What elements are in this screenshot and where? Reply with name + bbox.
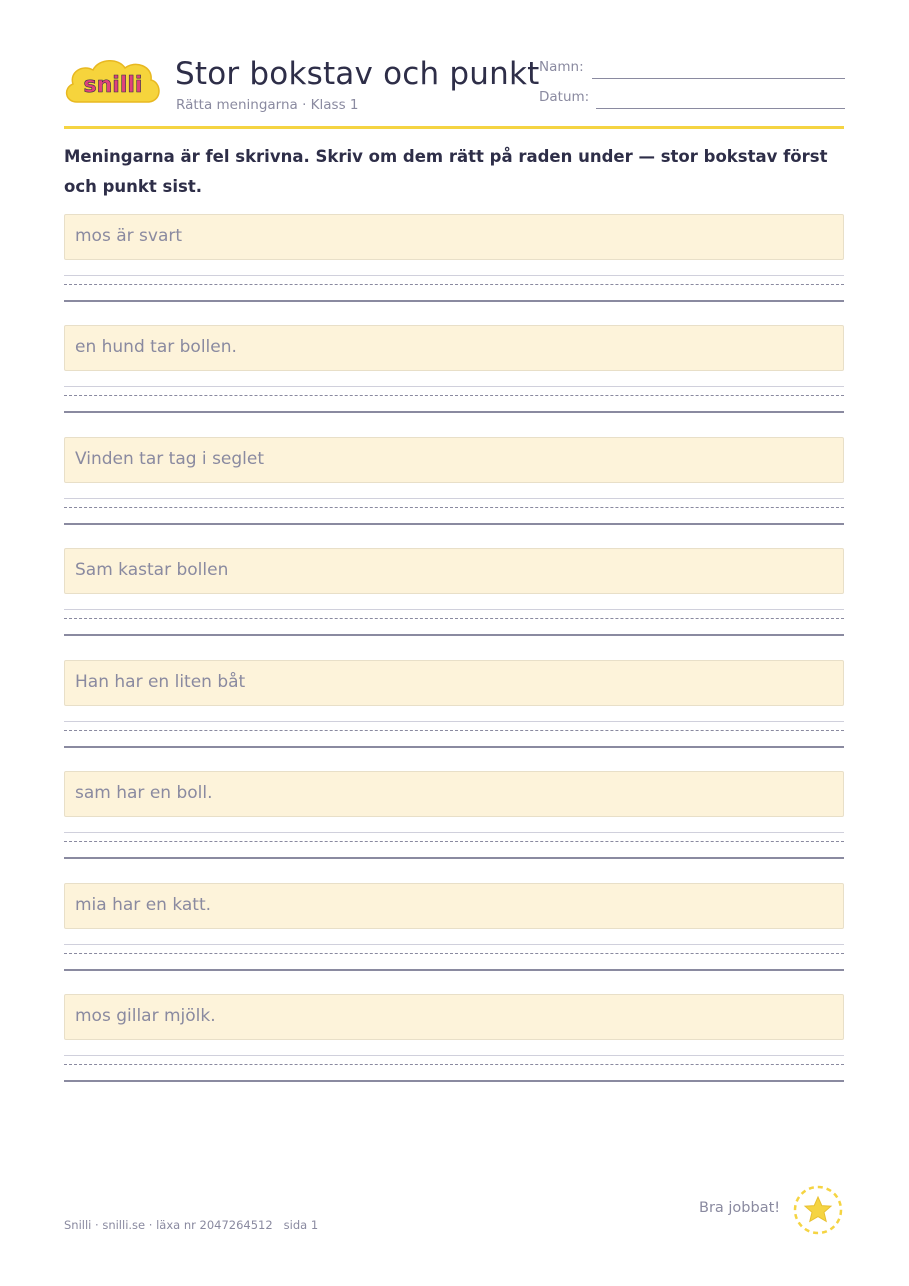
page-subtitle: Rätta meningarna · Klass 1 xyxy=(176,97,359,113)
logo-wordmark: snilli xyxy=(83,73,143,98)
writing-baseline[interactable] xyxy=(64,300,844,302)
exercise-item xyxy=(64,883,844,973)
exercise-item xyxy=(64,548,844,638)
writing-baseline[interactable] xyxy=(64,857,844,859)
writing-guide-mid[interactable] xyxy=(64,507,844,508)
sentence-text: mia har en katt. xyxy=(75,895,212,915)
writing-guide-top[interactable] xyxy=(64,386,844,387)
sentence-box xyxy=(64,437,844,483)
sentence-box xyxy=(64,771,844,817)
sentence-text: Sam kastar bollen xyxy=(75,560,229,580)
writing-guide-top[interactable] xyxy=(64,498,844,499)
footer-page-number: sida 1 xyxy=(283,1218,319,1232)
sentence-text: en hund tar bollen. xyxy=(75,337,237,357)
writing-guide-top[interactable] xyxy=(64,944,844,945)
writing-guide-mid[interactable] xyxy=(64,284,844,285)
instruction-text: Meningarna är fel skrivna. Skriv om dem rätt på raden under — stor bokstav först och punkt sist. xyxy=(64,147,828,196)
sentence-text: Vinden tar tag i seglet xyxy=(75,449,265,469)
page-title: Stor bokstav och punkt xyxy=(175,56,540,92)
exercise-item xyxy=(64,771,844,861)
date-field[interactable] xyxy=(539,87,845,109)
date-label: Datum: xyxy=(539,89,590,105)
writing-guide-mid[interactable] xyxy=(64,1064,844,1065)
writing-baseline[interactable] xyxy=(64,1080,844,1082)
writing-guide-mid[interactable] xyxy=(64,953,844,954)
sentence-text: mos gillar mjölk. xyxy=(75,1006,216,1026)
snilli-logo xyxy=(63,56,163,110)
name-field[interactable] xyxy=(539,57,845,79)
header-divider xyxy=(64,126,844,129)
worksheet-header xyxy=(0,0,909,130)
sentence-box xyxy=(64,325,844,371)
exercise-item xyxy=(64,660,844,750)
writing-guide-top[interactable] xyxy=(64,721,844,722)
writing-guide-top[interactable] xyxy=(64,1055,844,1056)
writing-baseline[interactable] xyxy=(64,411,844,413)
writing-guide-mid[interactable] xyxy=(64,841,844,842)
writing-guide-mid[interactable] xyxy=(64,618,844,619)
sentence-box xyxy=(64,994,844,1040)
exercise-item xyxy=(64,994,844,1084)
name-label: Namn: xyxy=(539,59,584,75)
praise-text: Bra jobbat! xyxy=(699,1200,781,1216)
writing-guide-top[interactable] xyxy=(64,832,844,833)
writing-guide-top[interactable] xyxy=(64,275,844,276)
exercise-item xyxy=(64,214,844,304)
writing-baseline[interactable] xyxy=(64,634,844,636)
star-badge-icon xyxy=(792,1184,844,1236)
writing-guide-top[interactable] xyxy=(64,609,844,610)
sentence-text: sam har en boll. xyxy=(75,783,213,803)
date-line[interactable] xyxy=(596,108,845,109)
sentence-text: Han har en liten båt xyxy=(75,672,246,692)
writing-guide-mid[interactable] xyxy=(64,730,844,731)
exercise-item xyxy=(64,437,844,527)
sentence-box xyxy=(64,214,844,260)
sentence-box xyxy=(64,883,844,929)
sentence-box xyxy=(64,660,844,706)
writing-baseline[interactable] xyxy=(64,523,844,525)
footer-info xyxy=(64,1218,318,1232)
writing-baseline[interactable] xyxy=(64,969,844,971)
sentence-text: mos är svart xyxy=(75,226,183,246)
exercise-item xyxy=(64,325,844,415)
writing-baseline[interactable] xyxy=(64,746,844,748)
writing-guide-mid[interactable] xyxy=(64,395,844,396)
sentence-box xyxy=(64,548,844,594)
name-line[interactable] xyxy=(592,78,845,79)
footer-brand: Snilli · snilli.se · läxa nr 2047264512 xyxy=(64,1218,273,1232)
